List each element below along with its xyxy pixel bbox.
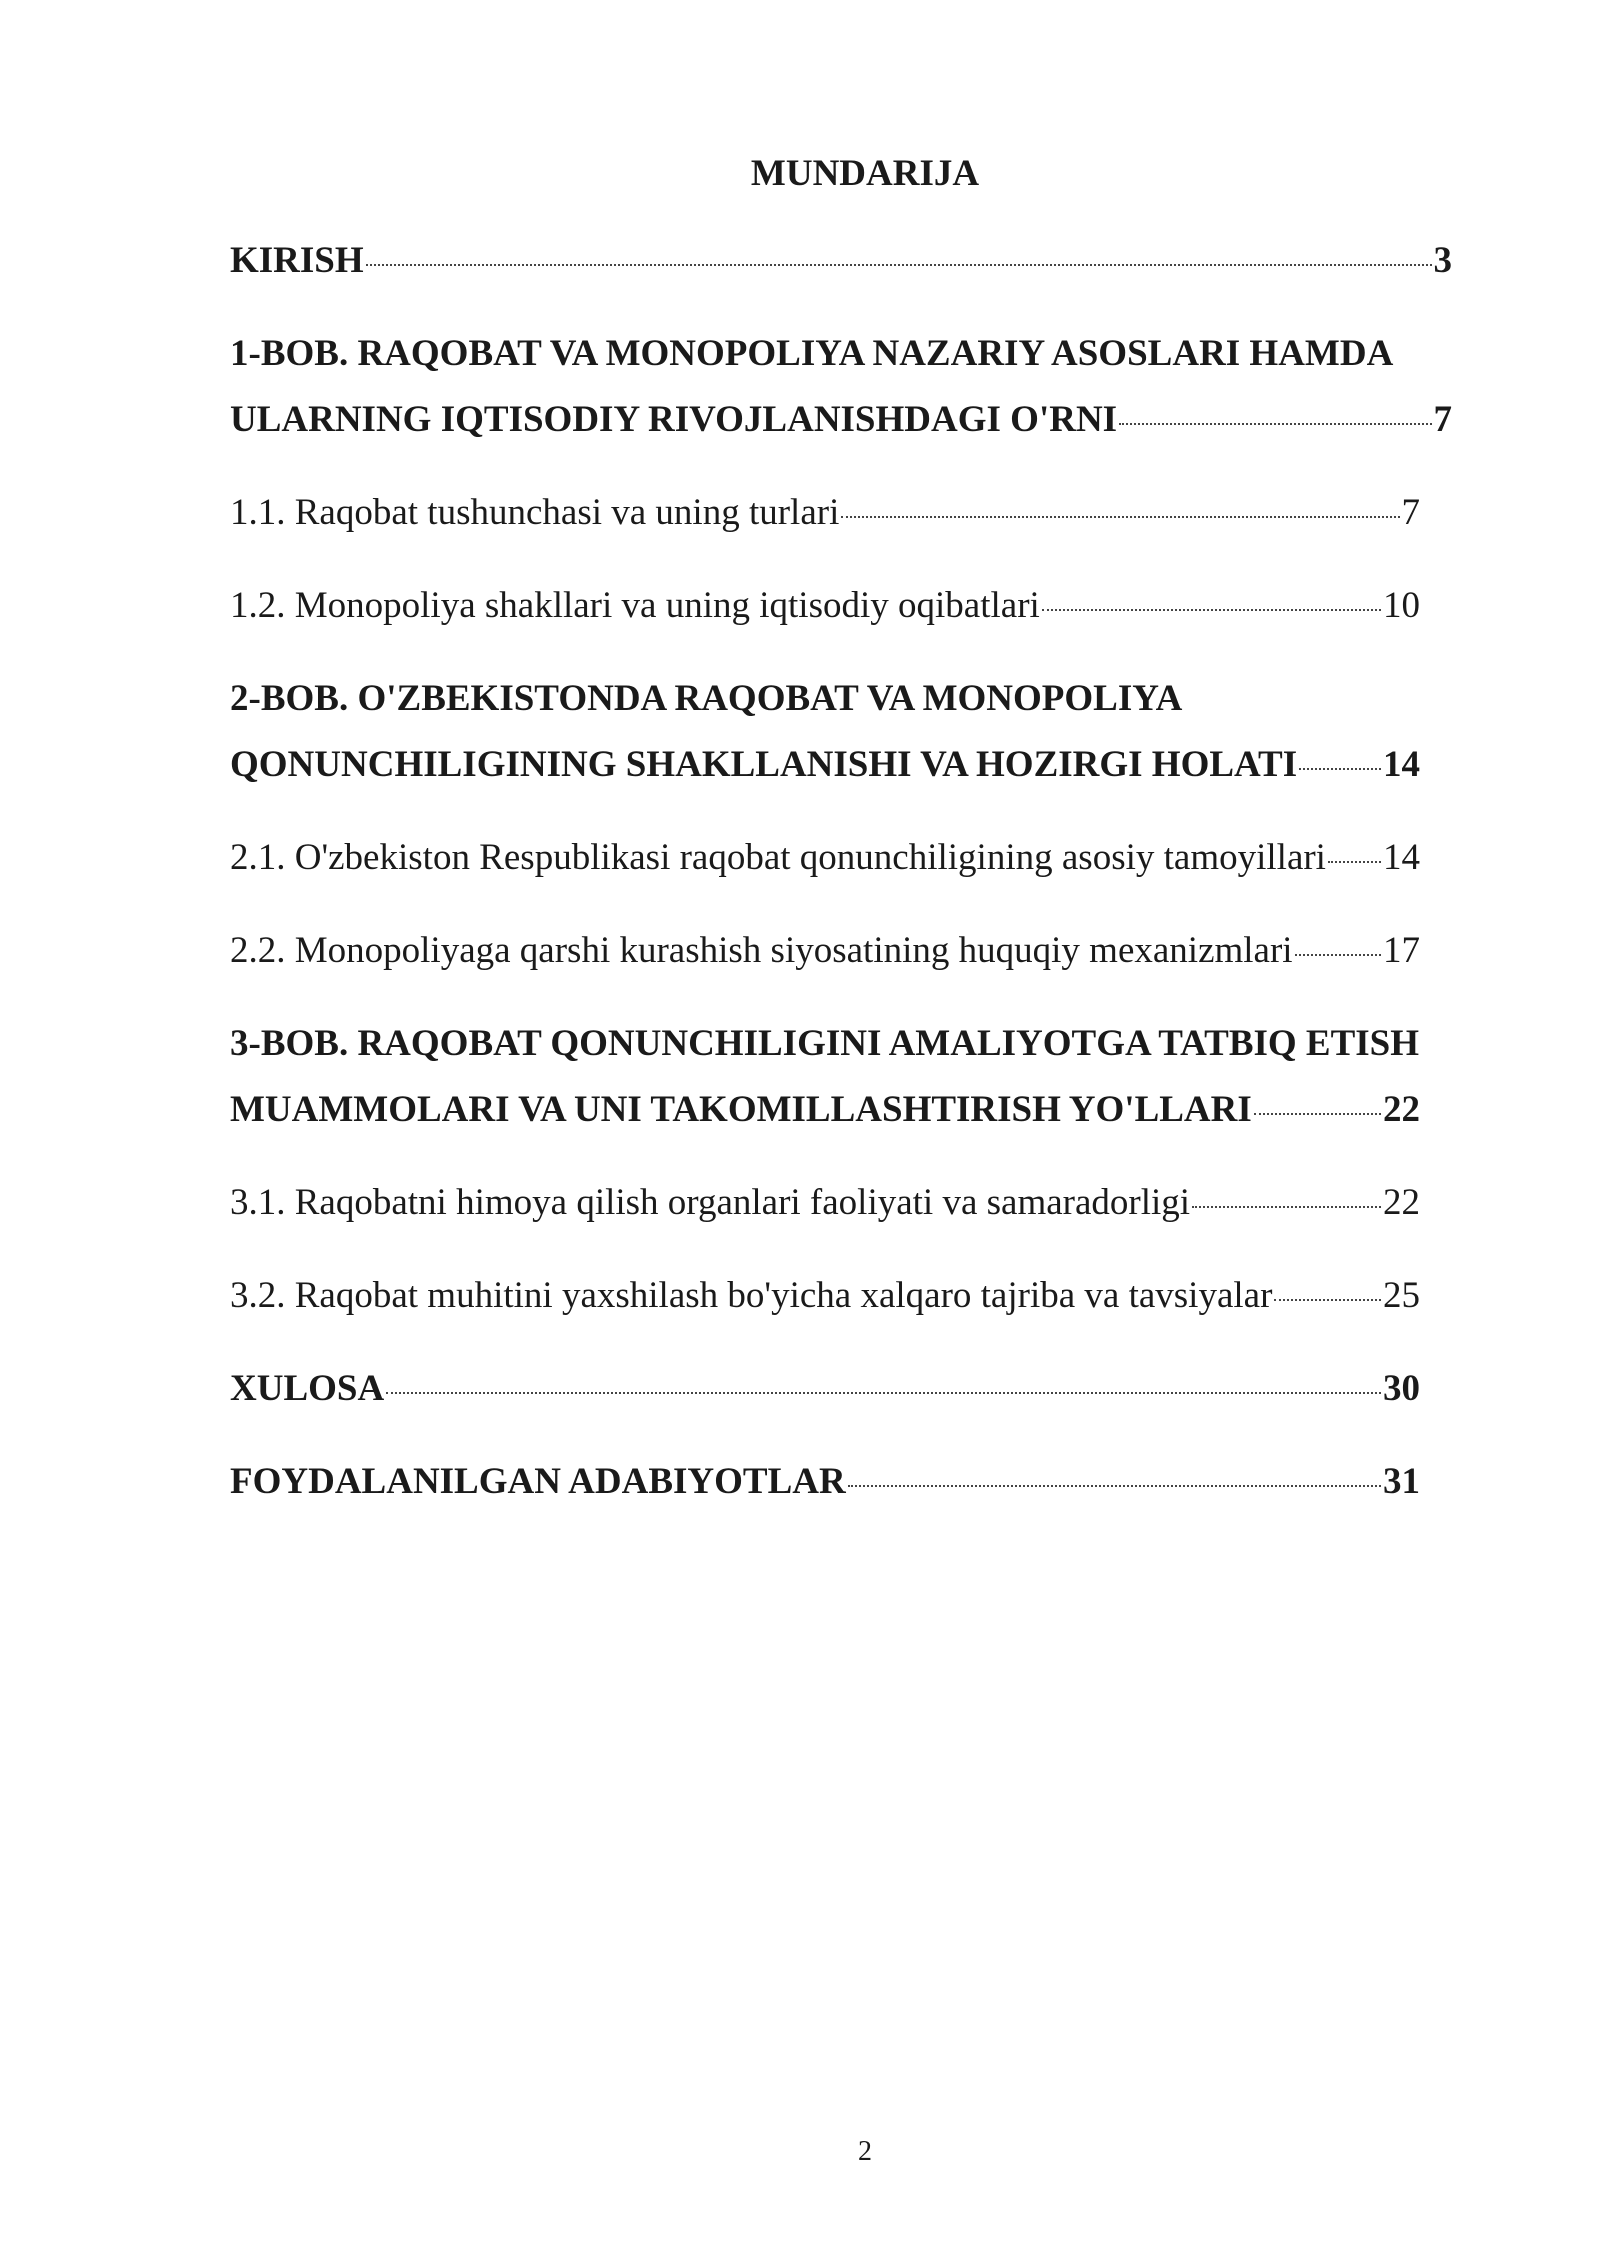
toc-entry-label: 2.1. O'zbekiston Respublikasi raqobat qonunchiligining asosiy tamoyillari (230, 837, 1326, 878)
toc-entry-page: 31 (1383, 1461, 1420, 1502)
toc-entry-label-line-1: 2-BOB. O'ZBEKISTONDA RAQOBAT VA MONOPOLIYA (230, 678, 1183, 719)
toc-entry-label: QONUNCHILIGINING SHAKLLANISHI VA HOZIRGI HOLATI (230, 744, 1298, 785)
dot-leader (1295, 954, 1381, 956)
dot-leader (1042, 609, 1381, 611)
toc-entry-chapter-3[interactable] (230, 1011, 1420, 1143)
toc-entry-kirish[interactable] (230, 228, 1452, 294)
toc-entry-2-1[interactable] (230, 825, 1420, 891)
dot-leader (848, 1485, 1381, 1487)
toc-entry-page: 14 (1383, 837, 1420, 878)
dot-leader (841, 516, 1399, 518)
toc-entry-label: 1.1. Raqobat tushunchasi va uning turlari (230, 492, 840, 533)
toc-entry-label-line-1: 3-BOB. RAQOBAT QONUNCHILIGINI AMALIYOTGA TATBIQ ETISH (230, 1023, 1420, 1064)
toc-entry-1-2[interactable] (230, 573, 1420, 639)
toc-entry-label: FOYDALANILGAN ADABIYOTLAR (230, 1461, 846, 1502)
toc-entry-page: 7 (1401, 492, 1420, 533)
toc-entry-label: 3.1. Raqobatni himoya qilish organlari faoliyati va samaradorligi (230, 1182, 1191, 1223)
toc-entry-2-2[interactable] (230, 918, 1420, 984)
toc-entry-3-2[interactable] (230, 1263, 1420, 1329)
dot-leader (1192, 1206, 1381, 1208)
dot-leader (1274, 1299, 1381, 1301)
toc-entry-label: KIRISH (230, 240, 364, 281)
toc-entry-page: 22 (1383, 1182, 1420, 1223)
toc-entry-page: 10 (1383, 585, 1420, 626)
toc-entry-3-1[interactable] (230, 1170, 1420, 1236)
toc-entry-label: XULOSA (230, 1368, 385, 1409)
toc-entry-1-1[interactable] (230, 480, 1420, 546)
toc-entry-label: ULARNING IQTISODIY RIVOJLANISHDAGI O'RNI (230, 399, 1118, 440)
toc-entry-page: 17 (1383, 930, 1420, 971)
toc-entry-page: 3 (1433, 240, 1452, 281)
toc-entry-label-line-1: 1-BOB. RAQOBAT VA MONOPOLIYA NAZARIY ASOSLARI HAMDA (230, 333, 1394, 374)
page-number: 2 (858, 2136, 872, 2167)
toc-entry-chapter-2[interactable] (230, 666, 1420, 798)
table-of-contents (230, 228, 1452, 1515)
toc-entry-chapter-1[interactable] (230, 321, 1452, 453)
toc-entry-label: 2.2. Monopoliyaga qarshi kurashish siyosatining huquqiy mexanizmlari (230, 930, 1293, 971)
dot-leader (1254, 1113, 1381, 1115)
toc-entry-xulosa[interactable] (230, 1356, 1420, 1422)
toc-entry-references[interactable] (230, 1449, 1420, 1515)
toc-entry-page: 7 (1433, 399, 1452, 440)
toc-entry-page: 30 (1383, 1368, 1420, 1409)
dot-leader (1299, 768, 1381, 770)
toc-entry-label: 1.2. Monopoliya shakllari va uning iqtisodiy oqibatlari (230, 585, 1040, 626)
toc-entry-page: 14 (1383, 744, 1420, 785)
page-title: MUNDARIJA (750, 153, 980, 194)
dot-leader (366, 264, 1432, 266)
dot-leader (386, 1392, 1381, 1394)
toc-entry-page: 25 (1383, 1275, 1420, 1316)
toc-entry-label: MUAMMOLARI VA UNI TAKOMILLASHTIRISH YO'LLARI (230, 1089, 1252, 1130)
dot-leader (1328, 861, 1381, 863)
toc-entry-page: 22 (1383, 1089, 1420, 1130)
dot-leader (1119, 423, 1431, 425)
toc-entry-label: 3.2. Raqobat muhitini yaxshilash bo'yicha xalqaro tajriba va tavsiyalar (230, 1275, 1273, 1316)
